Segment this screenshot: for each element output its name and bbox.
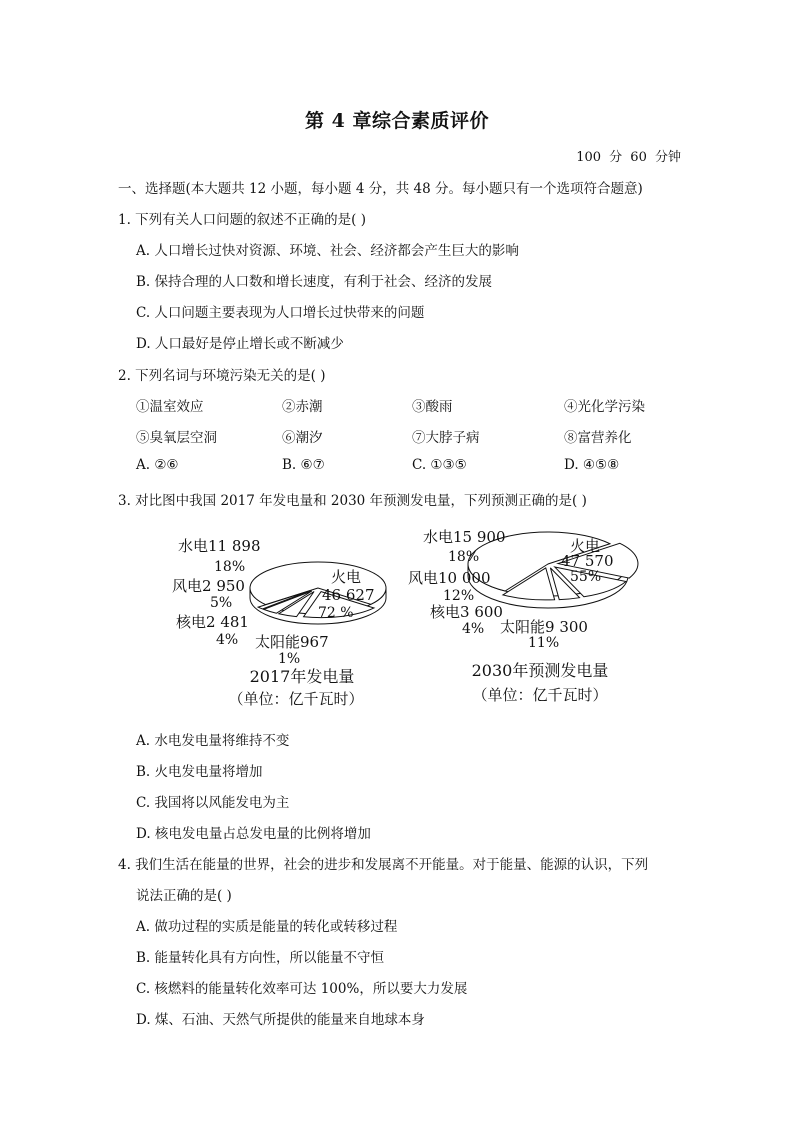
question-2-option-a[interactable]: A. ②⑥ [136,457,179,473]
question-2-item: ⑦大脖子病 [412,430,480,446]
label-solar-2030-percent: 11% [528,635,560,651]
label-nuclear-2030-value: 3 600 [460,603,503,621]
question-2-option-d[interactable]: D. ④⑤⑧ [564,457,620,473]
score-time-info: 100 分 60 分钟 [576,150,681,165]
label-wind-2017-percent: 5% [210,595,233,611]
question-2-item: ⑤臭氧层空洞 [136,430,217,446]
question-2-item: ③酸雨 [412,399,453,415]
svg-text:风电10 000 [408,569,491,587]
svg-text:太阳能9 300 [500,618,588,636]
question-4-option-c[interactable]: C. 核燃料的能量转化效率可达 100%，所以要大力发展 [136,981,468,997]
svg-text:核电2 481 [176,613,249,631]
question-1-option-d[interactable]: D. 人口最好是停止增长或不断减少 [136,336,344,352]
label-wind-2030-percent: 12% [443,588,475,604]
question-4-stem-continued: 说法正确的是( ) [136,888,232,904]
chart-2017-title: 2017年发电量 [249,667,355,686]
svg-text:核电3 600 [430,603,503,621]
question-2-option-b[interactable]: B. ⑥⑦ [282,457,325,473]
label-thermal-2030-percent: 55% [570,569,602,585]
question-2-stem: 2. 下列名词与环境污染无关的是( ) [118,368,326,384]
label-nuclear-2030-percent: 4% [462,621,485,637]
question-3-stem: 3. 对比图中我国 2017 年发电量和 2030 年预测发电量，下列预测正确的是( ) [118,493,587,509]
label-nuclear-2017-percent: 4% [216,632,239,648]
question-3-option-b[interactable]: B. 火电发电量将增加 [136,764,263,780]
label-thermal-2030-value: 47 570 [561,552,614,570]
question-4-option-d[interactable]: D. 煤、石油、天然气所提供的能量来自地球本身 [136,1012,425,1028]
page-title: 第 4 章综合素质评价 [305,110,489,132]
question-1-option-a[interactable]: A. 人口增长过快对资源、环境、社会、经济都会产生巨大的影响 [136,243,519,259]
label-thermal-2017-percent: 72 % [318,605,354,621]
label-nuclear-2017-name: 核电 [176,613,207,631]
label-hydro-2030-name: 水电 [423,528,454,546]
question-4-option-a[interactable]: A. 做功过程的实质是能量的转化或转移过程 [136,919,398,935]
label-hydro-2017-value: 11 898 [208,537,261,555]
label-solar-2030-value: 9 300 [545,618,588,636]
svg-text:水电15 900 [423,528,506,546]
chart-2030-title: 2030年预测发电量 [471,661,609,680]
power-generation-charts [0,520,794,720]
label-solar-2017-percent: 1% [278,651,301,667]
question-4-stem: 4. 我们生活在能量的世界，社会的进步和发展离不开能量。对于能量、能源的认识，下列 [118,857,649,873]
svg-text:太阳能967 [255,633,329,651]
label-nuclear-2017-value: 2 481 [206,613,249,631]
label-hydro-2030-percent: 18% [448,549,480,565]
question-2-item: ④光化学污染 [564,399,645,415]
label-thermal-2017-value: 46 627 [322,586,375,604]
question-2-item: ⑧富营养化 [564,430,632,446]
label-wind-2017-value: 2 950 [202,577,245,595]
label-solar-2030-name: 太阳能 [500,618,546,636]
question-3-option-c[interactable]: C. 我国将以风能发电为主 [136,795,290,811]
question-1-stem: 1. 下列有关人口问题的叙述不正确的是( ) [118,212,366,228]
question-2-item: ①温室效应 [136,399,204,415]
label-thermal-2017-name: 火电 [331,568,362,586]
question-2-item: ⑥潮汐 [282,430,323,446]
label-thermal-2030-name: 火电 [570,537,601,555]
label-solar-2017-name: 太阳能 [255,633,301,651]
question-2-option-c[interactable]: C. ①③⑤ [412,457,467,473]
svg-text:风电2 950 [172,577,245,595]
label-wind-2030-name: 风电 [408,569,439,587]
question-2-item: ②赤潮 [282,399,323,415]
question-4-option-b[interactable]: B. 能量转化具有方向性，所以能量不守恒 [136,950,385,966]
label-hydro-2030-value: 15 900 [453,528,506,546]
label-nuclear-2030-name: 核电 [430,603,461,621]
question-3-option-d[interactable]: D. 核电发电量占总发电量的比例将增加 [136,826,371,842]
label-hydro-2017-percent: 18% [214,559,246,575]
question-3-option-a[interactable]: A. 水电发电量将维持不变 [136,733,290,749]
section-heading: 一、选择题(本大题共 12 小题，每小题 4 分，共 48 分。每小题只有一个选项符合题意) [118,181,643,197]
svg-text:水电11 898 [178,537,261,555]
label-wind-2030-value: 10 000 [438,569,491,587]
question-1-option-b[interactable]: B. 保持合理的人口数和增长速度，有利于社会、经济的发展 [136,274,493,290]
question-1-option-c[interactable]: C. 人口问题主要表现为人口增长过快带来的问题 [136,305,425,321]
label-wind-2017-name: 风电 [172,577,203,595]
label-solar-2017-value: 967 [300,633,329,651]
label-hydro-2017-name: 水电 [178,537,209,555]
chart-2017-unit: （单位：亿千瓦时） [228,690,364,708]
chart-2030-unit: （单位：亿千瓦时） [472,686,608,704]
